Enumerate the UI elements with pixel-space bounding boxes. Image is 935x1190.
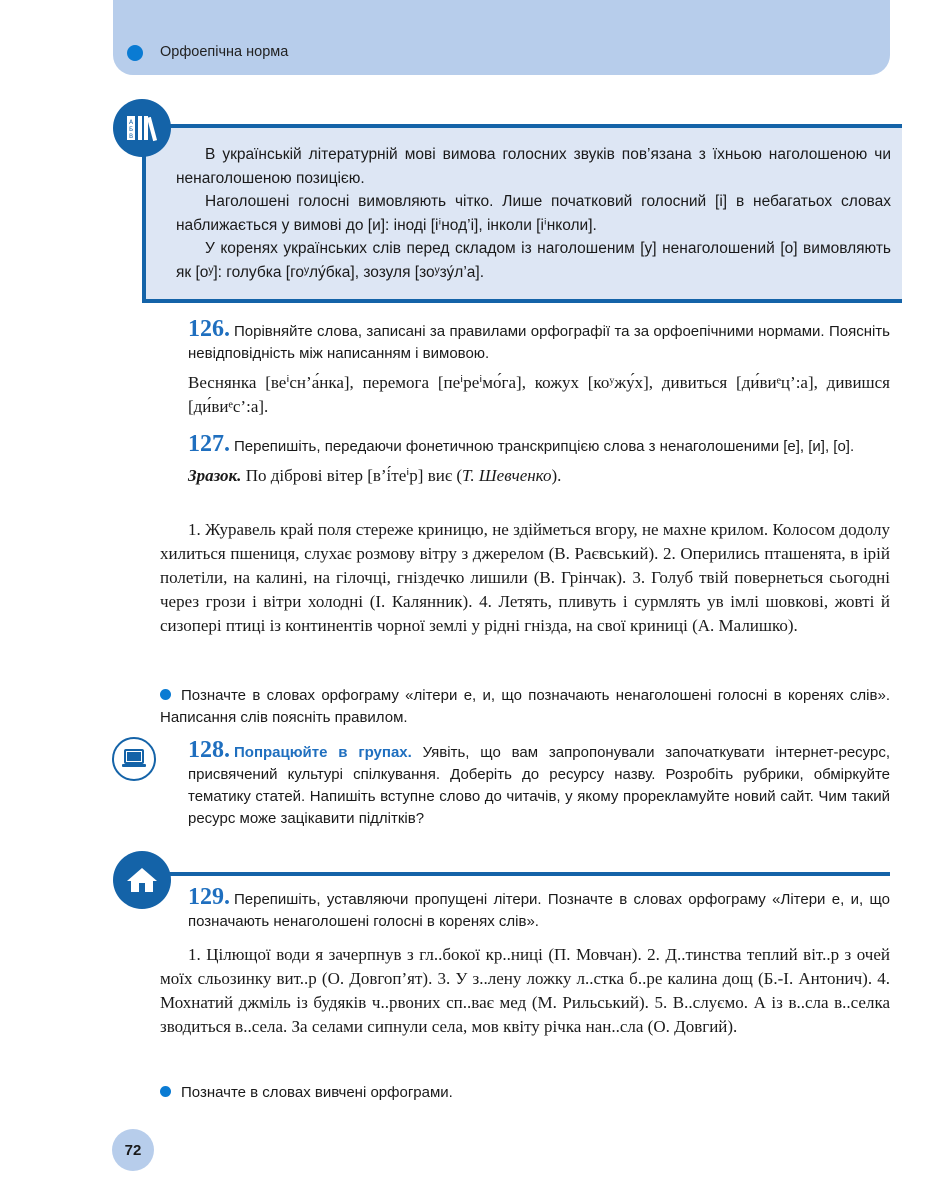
sample-author: Т. Шевченко — [462, 466, 552, 485]
sample-text: По діброві вітер [в’і́теⁱр] виє ( — [245, 466, 463, 485]
section-title: Орфоепічна норма — [160, 44, 289, 60]
exercise-127-text — [160, 518, 890, 638]
bullet-icon — [160, 689, 171, 700]
exercise-128 — [188, 739, 890, 830]
note-text: Позначте в словах орфограму «літери е, и, що позначають ненаголошені голосні в коренях слів». Написання слів поясніть правилом. — [160, 687, 890, 726]
rule-paragraph-2: Наголошені голосні вимовляють чітко. Лише початковий голосний [і] в небагатьох словах наближається у вимові до [и]: іноді [іⁱнод’і], інколи [іⁱнколи]. — [176, 193, 891, 234]
exercise-body: Веснянка [веⁱсн’а́нка], перемога [пеⁱреⁱмо́га], кожух [коʸжу́х], дивиться [ди́виᵉц’:а], дивишся [ди́виᵉс’:а]. — [188, 373, 890, 416]
exercise-129 — [188, 886, 890, 933]
sample-end: ). — [551, 466, 562, 485]
header-bullet-icon — [127, 45, 143, 61]
laptop-icon — [112, 737, 156, 781]
exercise-129-note — [160, 1082, 890, 1104]
rule-top-line — [160, 124, 902, 128]
svg-text:Б: Б — [128, 126, 134, 133]
rule-text — [176, 143, 891, 284]
svg-text:А: А — [128, 119, 134, 126]
exercise-number: 129. — [188, 884, 230, 910]
exercise-number: 128. — [188, 737, 230, 763]
rule-paragraph-1: В українській літературній мові вимова голосних звуків пов’язана з їхньою наголошеною чи ненаголошеною позицією. — [176, 146, 891, 187]
page-number: 72 — [112, 1129, 154, 1171]
exercise-task: Порівняйте слова, записані за правилами орфографії та за орфоепічними нормами. Поясніть невідповідність між написанням і вимовою. — [188, 323, 890, 362]
rule-box — [142, 124, 902, 303]
exercise-127-note — [160, 685, 890, 729]
group-work-label: Попрацюйте в групах. — [234, 744, 412, 761]
svg-text:В: В — [128, 133, 134, 140]
home-icon — [113, 851, 171, 909]
rule-paragraph-3: У коренях українських слів перед складом із наголошеним [у] ненаголошений [о] вимовляють як [оʸ]: голубка [гоʸлу́бка], зозуля [зоʸзу́л’а]. — [176, 240, 891, 281]
exercise-127 — [188, 433, 890, 488]
exercise-126 — [188, 318, 890, 419]
exercise-body: 1. Цілющої води я зачерпнув з гл..бокої кр..ниці (П. Мовчан). 2. Д..тинства теплий віт..р з очей моїх сльозинку вит..р (О. Довгоп’ят). 3. У з..лену ложку л..стка б..ре калина дощ (Б.-І. Антонич). 4. Мохнатий джміль із будяків ч..рвоних сп..ває мед (М. Рильський). 5. В..слуємо. А із в..сла в..селка зводиться в..села. За селами сипнули села, мов квіту річка нан..сла (О. Довгий). — [160, 945, 890, 1036]
exercise-129-text — [160, 943, 890, 1039]
sample-label: Зразок. — [188, 466, 242, 485]
note-text: Позначте в словах вивчені орфограми. — [181, 1084, 453, 1101]
book-shelf-icon — [113, 99, 171, 157]
homework-line — [142, 872, 890, 876]
exercise-number: 126. — [188, 316, 230, 342]
exercise-task: Перепишіть, передаючи фонетичною транскрипцією слова з ненаголошеними [е], [и], [о]. — [234, 438, 855, 455]
exercise-task: Уявіть, що вам запропонували започаткувати інтернет-ресурс, присвячений культурі спілкування. Доберіть до ресурсу назву. Розробіть рубрики, обміркуйте тематику статей. Напишіть вступне слово до читачів, у якому прорекламуйте новий сайт. Чим такий ресурс може зацікавити підлітків? — [188, 744, 891, 827]
bullet-icon — [160, 1086, 171, 1097]
exercise-number: 127. — [188, 431, 230, 457]
exercise-task: Перепишіть, уставляючи пропущені літери. Позначте в словах орфограму «Літери е, и, що позначають ненаголошені голосні в коренях слів». — [188, 891, 890, 930]
exercise-body: 1. Журавель край поля стереже криницю, не здійметься вгору, не махне крилом. Колосом додолу хилиться пшениця, слухає розмову вітру з джерелом (В. Раєвський). 2. Оперились пташенята, в ірій полетіли, на калині, на гілочці, гніздечко лишили (В. Грінчак). 3. Голуб твій повернеться сьогодні через грози і вітри холодні (І. Калянник). 4. Летять, пливуть і сурмлять ув імлі шовкові, жовті й сизопері птиці із континентів чорної землі у рідні гнізда, на свої криниці (А. Малишко). — [160, 520, 890, 635]
header-bar — [113, 0, 890, 75]
